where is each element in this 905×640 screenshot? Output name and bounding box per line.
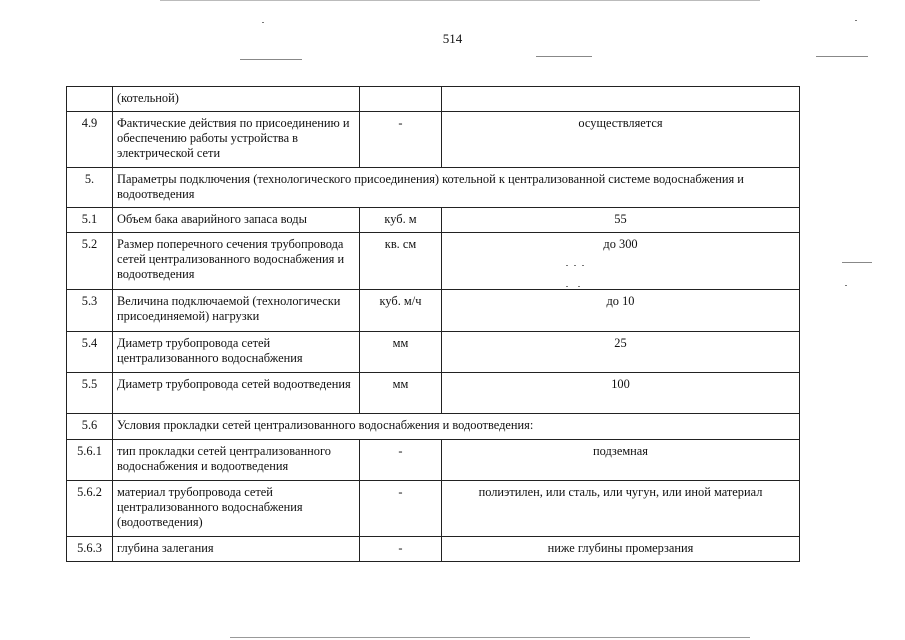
scan-artifact <box>855 20 857 21</box>
table-row <box>67 87 800 112</box>
scan-artifact <box>262 22 264 23</box>
parameter-name-cell: Объем бака аварийного запаса воды <box>113 208 360 233</box>
unit-cell <box>360 87 442 112</box>
parameter-name-cell: Размер поперечного сечения трубопровода сетей централизованного водоснабжения и водоотведения <box>113 233 360 290</box>
scan-artifact <box>816 56 868 57</box>
scan-artifact <box>240 59 302 60</box>
row-number-cell <box>67 87 113 112</box>
table-row <box>67 168 800 208</box>
row-number-cell: 5.6 <box>67 414 113 440</box>
row-number-cell: 5.6.1 <box>67 440 113 481</box>
unit-cell: куб. м/ч <box>360 290 442 332</box>
page-number: 514 <box>442 31 463 46</box>
value-cell <box>442 87 800 112</box>
table-row <box>67 440 800 481</box>
unit-cell: - <box>360 481 442 537</box>
table-row <box>67 414 800 440</box>
parameter-name-cell: Фактические действия по присоединению и обеспечению работы устройства в электрической сети <box>113 112 360 168</box>
value-cell: до 300 <box>442 233 800 290</box>
parameter-name-cell: Диаметр трубопровода сетей водоотведения <box>113 373 360 414</box>
table-row <box>67 208 800 233</box>
table-row <box>67 481 800 537</box>
section-heading-cell: Параметры подключения (технологического присоединения) котельной к централизованной системе водоснабжения и водоотведения <box>113 168 800 208</box>
unit-cell: куб. м <box>360 208 442 233</box>
scan-artifact <box>230 637 750 638</box>
table-row <box>67 537 800 562</box>
scan-artifact <box>160 0 760 1</box>
row-number-cell: 4.9 <box>67 112 113 168</box>
row-number-cell: 5.1 <box>67 208 113 233</box>
table-row <box>67 332 800 373</box>
value-cell: 25 <box>442 332 800 373</box>
row-number-cell: 5.5 <box>67 373 113 414</box>
row-number-cell: 5.3 <box>67 290 113 332</box>
scan-artifact <box>536 56 592 57</box>
unit-cell: мм <box>360 373 442 414</box>
unit-cell: - <box>360 537 442 562</box>
parameter-name-cell: глубина залегания <box>113 537 360 562</box>
table-row <box>67 290 800 332</box>
value-cell: полиэтилен, или сталь, или чугун, или иной материал <box>442 481 800 537</box>
row-number-cell: 5.6.3 <box>67 537 113 562</box>
section-heading-cell: Условия прокладки сетей централизованного водоснабжения и водоотведения: <box>113 414 800 440</box>
scan-artifact <box>845 285 847 286</box>
parameters-table <box>66 86 800 562</box>
unit-cell: - <box>360 112 442 168</box>
value-cell: 100 <box>442 373 800 414</box>
row-number-cell: 5.6.2 <box>67 481 113 537</box>
parameter-name-cell: материал трубопровода сетей централизованного водоснабжения (водоотведения) <box>113 481 360 537</box>
row-number-cell: 5.2 <box>67 233 113 290</box>
parameter-name-cell: (котельной) <box>113 87 360 112</box>
scan-artifact <box>842 262 872 263</box>
unit-cell: мм <box>360 332 442 373</box>
value-cell: подземная <box>442 440 800 481</box>
value-cell: ниже глубины промерзания <box>442 537 800 562</box>
table-row <box>67 233 800 290</box>
row-number-cell: 5.4 <box>67 332 113 373</box>
parameter-name-cell: Величина подключаемой (технологически присоединяемой) нагрузки <box>113 290 360 332</box>
parameter-name-cell: Диаметр трубопровода сетей централизованного водоснабжения <box>113 332 360 373</box>
unit-cell: кв. см <box>360 233 442 290</box>
table-row <box>67 112 800 168</box>
parameter-name-cell: тип прокладки сетей централизованного водоснабжения и водоотведения <box>113 440 360 481</box>
value-cell: осуществляется <box>442 112 800 168</box>
value-cell: до 10 <box>442 290 800 332</box>
table-row <box>67 373 800 414</box>
row-number-cell: 5. <box>67 168 113 208</box>
unit-cell: - <box>360 440 442 481</box>
table-body <box>67 87 800 562</box>
value-cell: 55 <box>442 208 800 233</box>
